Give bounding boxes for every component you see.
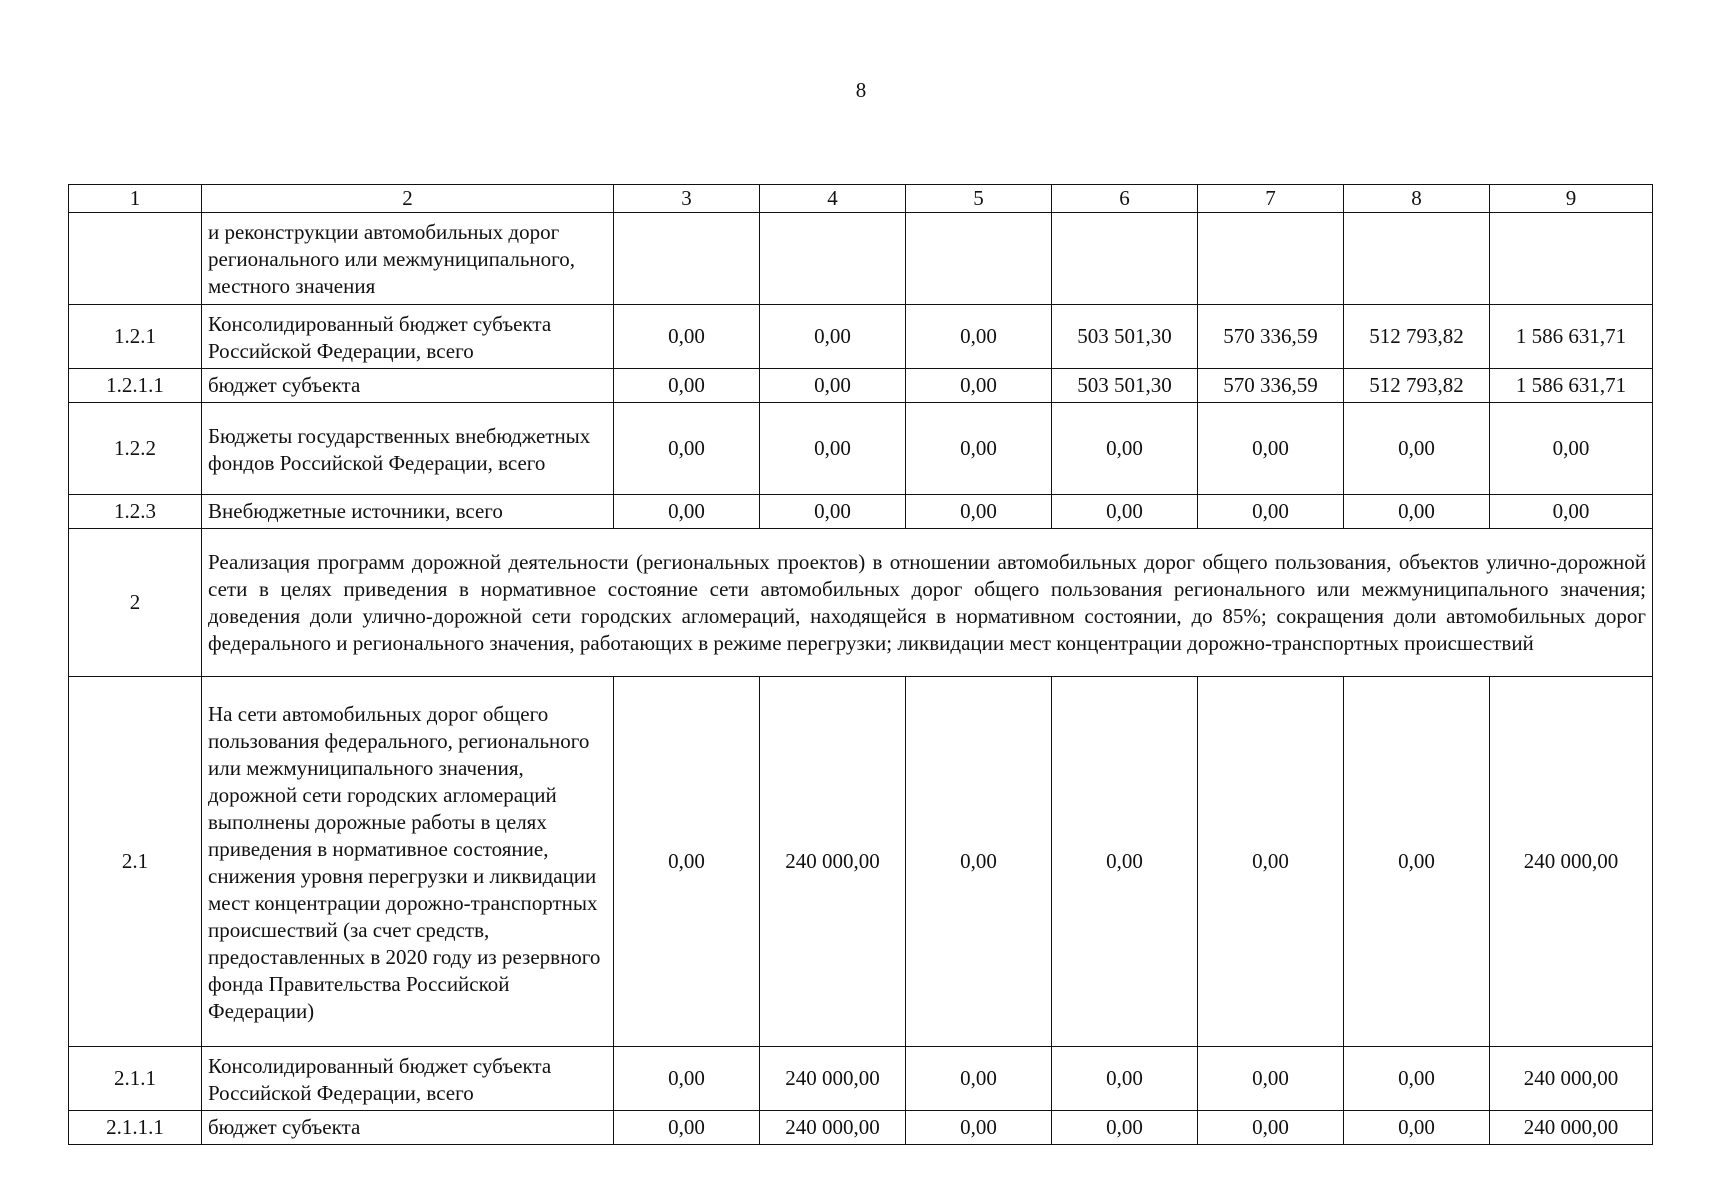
row-name: бюджет субъекта	[202, 1111, 614, 1145]
row-value: 0,00	[1344, 1111, 1490, 1145]
section-code: 2	[69, 529, 202, 677]
row-value: 0,00	[906, 1111, 1052, 1145]
section-row	[69, 529, 1653, 677]
row-value: 503 501,30	[1052, 305, 1198, 369]
row-value: 0,00	[1198, 495, 1344, 529]
table-row	[69, 213, 1653, 305]
row-value	[1344, 213, 1490, 305]
row-value: 0,00	[1344, 403, 1490, 495]
column-header: 1	[69, 185, 202, 213]
row-code	[69, 213, 202, 305]
row-value: 0,00	[760, 369, 906, 403]
row-value: 240 000,00	[1490, 1047, 1653, 1111]
column-header: 4	[760, 185, 906, 213]
table-row	[69, 305, 1653, 369]
column-header: 7	[1198, 185, 1344, 213]
row-value: 0,00	[760, 495, 906, 529]
row-name: Консолидированный бюджет субъекта Российской Федерации, всего	[202, 305, 614, 369]
table-row	[69, 1111, 1653, 1145]
row-value: 570 336,59	[1198, 305, 1344, 369]
row-name: и реконструкции автомобильных дорог регионального или межмуниципального, местного значения	[202, 213, 614, 305]
row-code: 1.2.1	[69, 305, 202, 369]
row-code: 1.2.1.1	[69, 369, 202, 403]
row-value: 0,00	[1052, 1111, 1198, 1145]
row-value	[614, 213, 760, 305]
row-value: 0,00	[614, 403, 760, 495]
row-value: 0,00	[1052, 495, 1198, 529]
row-value: 0,00	[1198, 1047, 1344, 1111]
row-value	[1490, 213, 1653, 305]
row-value: 0,00	[1490, 495, 1653, 529]
header-row	[69, 185, 1653, 213]
row-value: 512 793,82	[1344, 369, 1490, 403]
row-value: 0,00	[614, 305, 760, 369]
row-value: 0,00	[1198, 403, 1344, 495]
row-value: 0,00	[906, 677, 1052, 1047]
row-value: 240 000,00	[760, 677, 906, 1047]
column-header: 8	[1344, 185, 1490, 213]
row-value	[1198, 213, 1344, 305]
row-value: 0,00	[1198, 1111, 1344, 1145]
row-value: 0,00	[614, 677, 760, 1047]
row-code: 1.2.3	[69, 495, 202, 529]
row-value: 0,00	[1490, 403, 1653, 495]
row-value: 240 000,00	[760, 1047, 906, 1111]
row-value: 0,00	[1198, 677, 1344, 1047]
row-value: 0,00	[614, 1047, 760, 1111]
row-value	[906, 213, 1052, 305]
column-header: 5	[906, 185, 1052, 213]
column-header: 3	[614, 185, 760, 213]
row-value: 0,00	[1344, 1047, 1490, 1111]
row-name: Внебюджетные источники, всего	[202, 495, 614, 529]
section-description: Реализация программ дорожной деятельности (региональных проектов) в отношении автомобильных дорог общего пользования, объектов улично-дорожной сети в целях приведения в нормативное состояние сети автомобильных дорог общего пользования регионального или межмуниципального значения; доведения доли улично-дорожной сети городских агломераций, находящейся в нормативном состоянии, до 85%; сокращения доли автомобильных дорог федерального и регионального значения, работающих в режиме перегрузки; ликвидации мест концентрации дорожно-транспортных происшествий	[202, 529, 1653, 677]
row-value: 570 336,59	[1198, 369, 1344, 403]
row-value: 0,00	[906, 369, 1052, 403]
row-value	[1052, 213, 1198, 305]
column-header: 6	[1052, 185, 1198, 213]
row-value: 0,00	[906, 495, 1052, 529]
row-value: 0,00	[614, 495, 760, 529]
table-row	[69, 677, 1653, 1047]
row-value: 0,00	[1344, 677, 1490, 1047]
row-value: 0,00	[1052, 677, 1198, 1047]
row-name: Консолидированный бюджет субъекта Российской Федерации, всего	[202, 1047, 614, 1111]
row-value: 512 793,82	[1344, 305, 1490, 369]
row-value: 0,00	[760, 403, 906, 495]
row-value: 0,00	[1052, 403, 1198, 495]
row-code: 2.1.1	[69, 1047, 202, 1111]
row-value: 0,00	[760, 305, 906, 369]
row-value: 0,00	[1052, 1047, 1198, 1111]
table-row	[69, 495, 1653, 529]
table-row	[69, 403, 1653, 495]
row-value: 240 000,00	[1490, 677, 1653, 1047]
row-value	[760, 213, 906, 305]
row-value: 1 586 631,71	[1490, 305, 1653, 369]
budget-table	[68, 184, 1653, 1145]
row-value: 503 501,30	[1052, 369, 1198, 403]
row-value: 0,00	[906, 305, 1052, 369]
row-value: 0,00	[614, 1111, 760, 1145]
row-value: 240 000,00	[760, 1111, 906, 1145]
row-name: На сети автомобильных дорог общего пользования федерального, регионального или межмуниципального значения, дорожной сети городских агломераций выполнены дорожные работы в целях приведения в нормативное состояние, снижения уровня перегрузки и ликвидации мест концентрации дорожно-транспортных происшествий (за счет средств, предоставленных в 2020 году из резервного фонда Правительства Российской Федерации)	[202, 677, 614, 1047]
table-row	[69, 369, 1653, 403]
table-row	[69, 1047, 1653, 1111]
row-value: 0,00	[906, 403, 1052, 495]
row-code: 2.1	[69, 677, 202, 1047]
row-code: 1.2.2	[69, 403, 202, 495]
row-name: бюджет субъекта	[202, 369, 614, 403]
column-header: 9	[1490, 185, 1653, 213]
row-value: 0,00	[1344, 495, 1490, 529]
row-value: 240 000,00	[1490, 1111, 1653, 1145]
row-value: 0,00	[614, 369, 760, 403]
row-name: Бюджеты государственных внебюджетных фондов Российской Федерации, всего	[202, 403, 614, 495]
row-value: 0,00	[906, 1047, 1052, 1111]
column-header: 2	[202, 185, 614, 213]
row-code: 2.1.1.1	[69, 1111, 202, 1145]
page-number: 8	[855, 78, 867, 102]
row-value: 1 586 631,71	[1490, 369, 1653, 403]
